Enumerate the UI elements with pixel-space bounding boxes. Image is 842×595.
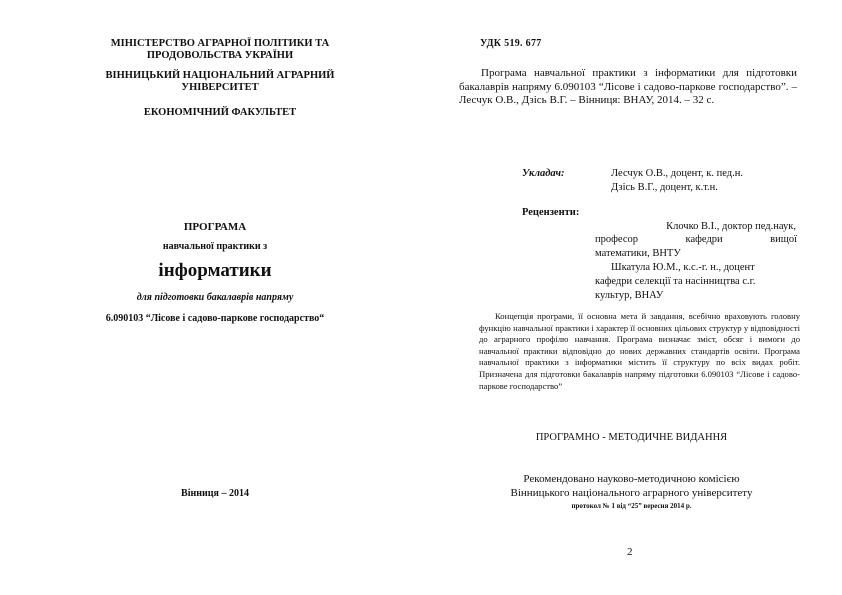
- university-heading: [20, 70, 420, 94]
- reviewer-2-line-1: Шкатула Ю.М., к.с.-г. н., доцент: [611, 262, 755, 273]
- reviewer-2-line-3: культур, ВНАУ: [595, 290, 664, 301]
- compiler-1: Лесчук О.В., доцент, к. пед.н.: [611, 168, 744, 179]
- imprint-page: [421, 0, 842, 595]
- ministry-line-1: МІНІСТЕРСТВО АГРАРНОЇ ПОЛІТИКИ ТА: [110, 38, 330, 49]
- ministry-line-2: ПРОДОВОЛЬСТВА УКРАЇНИ: [146, 50, 294, 61]
- reviewer-1-word-3: вищої: [770, 234, 797, 245]
- recommended-line-1: Рекомендовано науково-методичною комісією: [523, 473, 740, 485]
- compilers-label: Укладач:: [522, 168, 565, 179]
- udk-code: УДК 519. 677: [480, 38, 542, 49]
- practice-type: навчальної практики з: [162, 241, 268, 252]
- reviewer-1-word-1: професор: [595, 234, 639, 245]
- abstract: Концепція програми, її основна мета й завдання, всебічно враховують головну функцію навчальної практики і характер її основних цільових структур у відповідності до аграрного профілю навчання. Програма визначає зміст, обсяг і вимоги до навчальної практики відповідно до нових державних стандартів освіти. Програма навчальної практики з інформатики містить її структуру по всіх видах робіт. Призначена для підготовки бакалаврів напряму підготовки 6.090103 “Лісове і садово-паркове господарство”: [479, 311, 800, 391]
- subject-title: інформатики: [158, 260, 272, 281]
- page-number: 2: [627, 546, 633, 558]
- reviewer-1-word-2: кафедри: [685, 234, 723, 245]
- reviewer-2-line-2: кафедри селекції та насінництва с.г.: [595, 276, 756, 287]
- faculty-heading: ЕКОНОМІЧНИЙ ФАКУЛЬТЕТ: [143, 107, 297, 118]
- for-whom: для підготовки бакалаврів напряму: [136, 292, 294, 303]
- compiler-2: Дзісь В.Г., доцент, к.т.н.: [611, 182, 718, 193]
- university-line-2: УНІВЕРСИТЕТ: [181, 82, 259, 93]
- citation: Програма навчальної практики з інформатики для підготовки бакалаврів напряму 6.090103 “Лісове і садово-паркове господарство”. – Лесчук О.В., Дзісь В.Г. – Вінниця: ВНАУ, 2014. – 32 с.: [459, 67, 797, 106]
- university-line-1: ВІННИЦЬКИЙ НАЦІОНАЛЬНИЙ АГРАРНИЙ: [105, 70, 335, 81]
- specialty: 6.090103 “Лісове і садово-паркове господарство“: [105, 313, 325, 324]
- city-year: Вінниця – 2014: [181, 488, 249, 499]
- reviewer-1-line-3: математики, ВНТУ: [595, 248, 681, 259]
- series-title: ПРОГРАМНО - МЕТОДИЧНЕ ВИДАННЯ: [535, 432, 728, 443]
- ministry-heading: [20, 38, 420, 62]
- protocol: протокол № 1 від “25” вересня 2014 р.: [571, 502, 692, 510]
- reviewer-1-line-1: Клочко В.І., доктор пед.наук,: [666, 221, 796, 232]
- recommended-line-2: Вінницького національного аграрного університету: [510, 487, 753, 499]
- program-title: ПРОГРАМА: [183, 221, 247, 233]
- reviewers-label: Рецензенти:: [522, 207, 580, 218]
- reviewer-1-line-2: [595, 234, 797, 245]
